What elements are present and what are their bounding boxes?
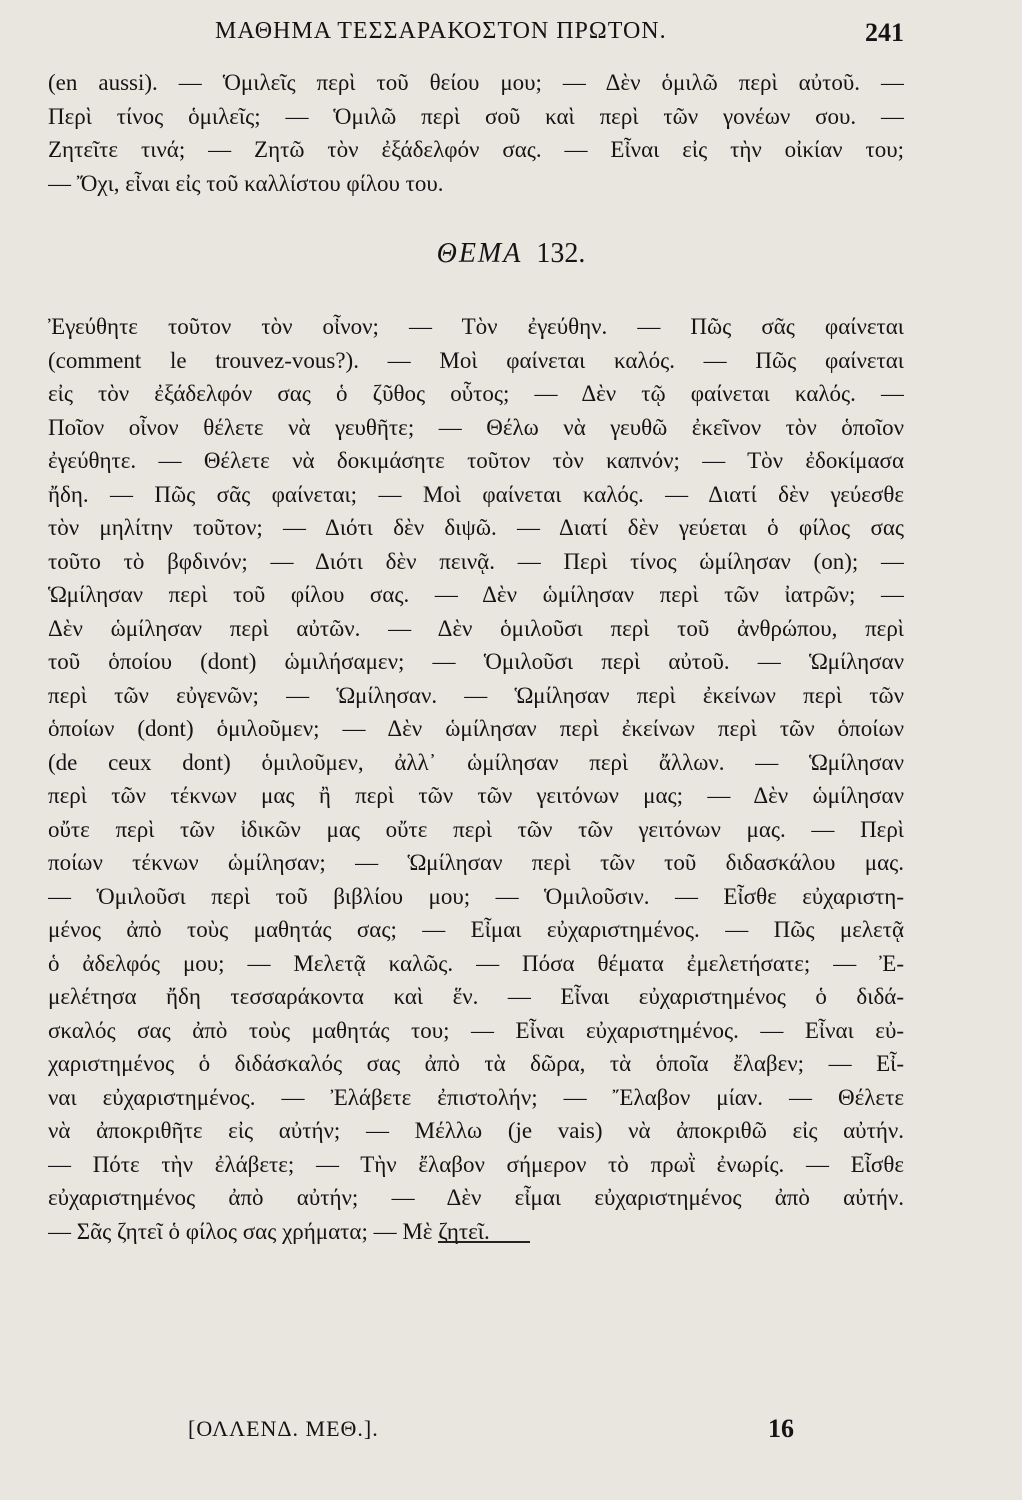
text-line: Περὶ τίνος ὁμιλεῖς; — Ὁμιλῶ περὶ σοῦ καὶ περὶ τῶν γονέων σου. —: [48, 103, 904, 129]
paragraph-intro: [48, 66, 904, 200]
gathering-number: 16: [768, 1414, 794, 1443]
text-line: χαριστημένος ὁ διδάσκαλός σας ἀπὸ τὰ δῶρα, τὰ ὁποῖα ἔλαβεν; — Εἶ-: [48, 1051, 904, 1076]
text-line: — Ὁμιλοῦσι περὶ τοῦ βιβλίου μου; — Ὁμιλοῦσιν. — Εἶσθε εὐχαριστη-: [48, 883, 904, 909]
signature-mark: [ΟΛΛΕΝΔ. ΜΕΘ.].: [188, 1416, 379, 1441]
text-line: Δὲν ὡμίλησαν περὶ αὐτῶν. — Δὲν ὁμιλοῦσι περὶ τοῦ ἀνθρώπου, περὶ: [48, 615, 904, 641]
text-line: — Σᾶς ζητεῖ ὁ φίλος σας χρήματα; — Μὲ ζητεῖ.: [48, 1218, 490, 1244]
text-line: σκαλός σας ἀπὸ τοὺς μαθητάς του; — Εἶναι εὐχαριστημένος. — Εἶναι εὐ-: [48, 1017, 904, 1043]
text-line: μένος ἀπὸ τοὺς μαθητάς σας; — Εἶμαι εὐχαριστημένος. — Πῶς μελετᾷ: [48, 917, 904, 942]
text-line: (en aussi). — Ὁμιλεῖς περὶ τοῦ θείου μου; — Δὲν ὁμιλῶ περὶ αὐτοῦ. —: [48, 70, 904, 95]
text-line: Ζητεῖτε τινά; — Ζητῶ τὸν ἐξάδελφόν σας. — Εἶναι εἰς τὴν οἰκίαν του;: [48, 137, 904, 162]
text-line: περὶ τῶν εὐγενῶν; — Ὡμίλησαν. — Ὡμίλησαν περὶ ἐκείνων περὶ τῶν: [48, 682, 904, 708]
heading-number: 132.: [536, 238, 586, 269]
closing-rule: [438, 1241, 530, 1243]
text-line: νὰ ἀποκριθῆτε εἰς αὐτήν; — Μέλλω (je vais) νὰ ἀποκριθῶ εἰς αὐτήν.: [48, 1118, 904, 1143]
text-line: Ποῖον οἶνον θέλετε νὰ γευθῆτε; — Θέλω νὰ γευθῶ ἐκεῖνον τὸν ὁποῖον: [48, 414, 904, 440]
text-line: (de ceux dont) ὁμιλοῦμεν, ἀλλ᾽ ὡμίλησαν περὶ ἄλλων. — Ὡμίλησαν: [48, 749, 904, 775]
text-line: οὔτε περὶ τῶν ἰδικῶν μας οὔτε περὶ τῶν τῶν γειτόνων μας. — Περὶ: [48, 816, 904, 842]
running-head-title: ΜΑΘΗΜΑ ΤΕΣΣΑΡΑΚΟΣΤΟΝ ΠΡΩΤΟΝ.: [215, 18, 667, 44]
text-line: Ἐγεύθητε τοῦτον τὸν οἶνον; — Τὸν ἐγεύθην. — Πῶς σᾶς φαίνεται: [48, 314, 904, 339]
text-line: ναι εὐχαριστημένος. — Ἐλάβετε ἐπιστολήν; — Ἔλαβον μίαν. — Θέλετε: [48, 1084, 904, 1110]
text-line: ὁ ἀδελφός μου; — Μελετᾷ καλῶς. — Πόσα θέματα ἐμελετήσατε; — Ἐ-: [48, 950, 904, 976]
text-line: μελέτησα ἤδη τεσσαράκοντα καὶ ἕν. — Εἶναι εὐχαριστημένος ὁ διδά-: [48, 984, 904, 1009]
page-number: 241: [865, 18, 904, 47]
text-line: ποίων τέκνων ὡμίλησαν; — Ὡμίλησαν περὶ τῶν τοῦ διδασκάλου μας.: [48, 850, 904, 875]
page-footer: [0, 1416, 1022, 1448]
paragraph-exercise: [48, 310, 904, 1248]
text-line: ὁποίων (dont) ὁμιλοῦμεν; — Δὲν ὡμίλησαν περὶ ἐκείνων περὶ τῶν ὁποίων: [48, 716, 904, 741]
text-line: εἰς τὸν ἐξάδελφόν σας ὁ ζῦθος οὗτος; — Δὲν τῷ φαίνεται καλός. —: [48, 381, 904, 406]
running-head: [0, 18, 1022, 48]
text-line: τὸν μηλίτην τοῦτον; — Διότι δὲν διψῶ. — Διατί δὲν γεύεται ὁ φίλος σας: [48, 515, 904, 540]
text-line: περὶ τῶν τέκνων μας ἢ περὶ τῶν τῶν γειτόνων μας; — Δὲν ὡμίλησαν: [48, 783, 904, 808]
text-line: τοῦτο τὸ βφδινόν; — Διότι δὲν πεινᾷ. — Περὶ τίνος ὡμίλησαν (on); —: [48, 548, 904, 574]
text-line: εὐχαριστημένος ἀπὸ αὐτήν; — Δὲν εἶμαι εὐχαριστημένος ἀπὸ αὐτήν.: [48, 1185, 904, 1210]
text-line: — Ὄχι, εἶναι εἰς τοῦ καλλίστου φίλου του.: [48, 170, 444, 196]
section-heading: [0, 238, 1022, 270]
text-line: Ὡμίλησαν περὶ τοῦ φίλου σας. — Δὲν ὡμίλησαν περὶ τῶν ἰατρῶν; —: [48, 582, 904, 607]
text-line: (comment le trouvez-vous?). — Μοὶ φαίνεται καλός. — Πῶς φαίνεται: [48, 347, 904, 373]
text-line: ἤδη. — Πῶς σᾶς φαίνεται; — Μοὶ φαίνεται καλός. — Διατί δὲν γεύεσθε: [48, 481, 904, 507]
text-line: τοῦ ὁποίου (dont) ὡμιλήσαμεν; — Ὁμιλοῦσι περὶ αὐτοῦ. — Ὡμίλησαν: [48, 649, 904, 674]
text-line: — Πότε τὴν ἐλάβετε; — Τὴν ἔλαβον σήμερον τὸ πρωῒ ἐνωρίς. — Εἶσθε: [48, 1151, 904, 1177]
heading-word: ΘΕΜΑ: [436, 238, 523, 269]
text-line: ἐγεύθητε. — Θέλετε νὰ δοκιμάσητε τοῦτον τὸν καπνόν; — Τὸν ἐδοκίμασα: [48, 448, 904, 473]
